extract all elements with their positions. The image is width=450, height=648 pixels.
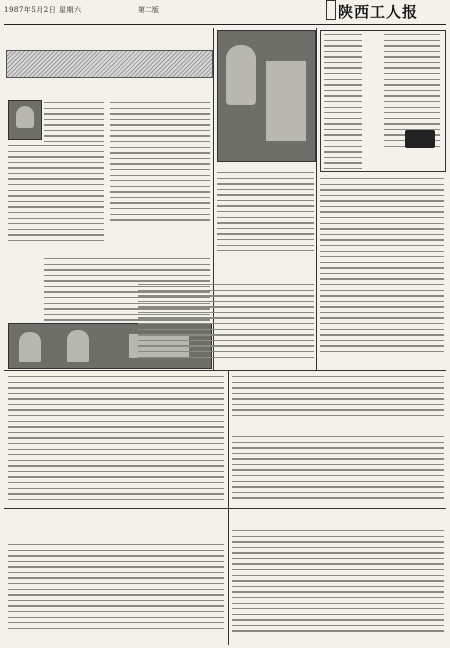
bottom-left-text	[8, 544, 224, 633]
center-text-top	[217, 172, 314, 256]
page-number: 第二版	[138, 6, 159, 14]
right-lower-text	[320, 178, 444, 357]
right-mid-text	[232, 376, 444, 421]
lead-text-col-2	[110, 102, 210, 225]
lead-text-col-1	[44, 102, 104, 147]
left-lower-text	[8, 376, 224, 504]
portrait-photo	[8, 100, 42, 140]
right-text-col-1	[324, 34, 362, 173]
column-rule	[316, 28, 317, 370]
top-center-photo	[217, 30, 316, 162]
masthead-emblem	[326, 0, 336, 20]
section-rule	[4, 370, 446, 371]
column-rule	[228, 370, 229, 645]
center-article-text	[138, 284, 314, 362]
lead-headline-banner	[6, 50, 213, 78]
column-badge-icon	[405, 130, 435, 148]
right-feature-text	[232, 436, 444, 503]
bottom-right-text	[232, 530, 444, 636]
lead-text-col-1b	[8, 145, 104, 245]
dateline: 1987年5月2日 星期六	[4, 6, 82, 14]
section-rule	[4, 508, 446, 509]
masthead-title: 陕西工人报	[338, 3, 419, 21]
